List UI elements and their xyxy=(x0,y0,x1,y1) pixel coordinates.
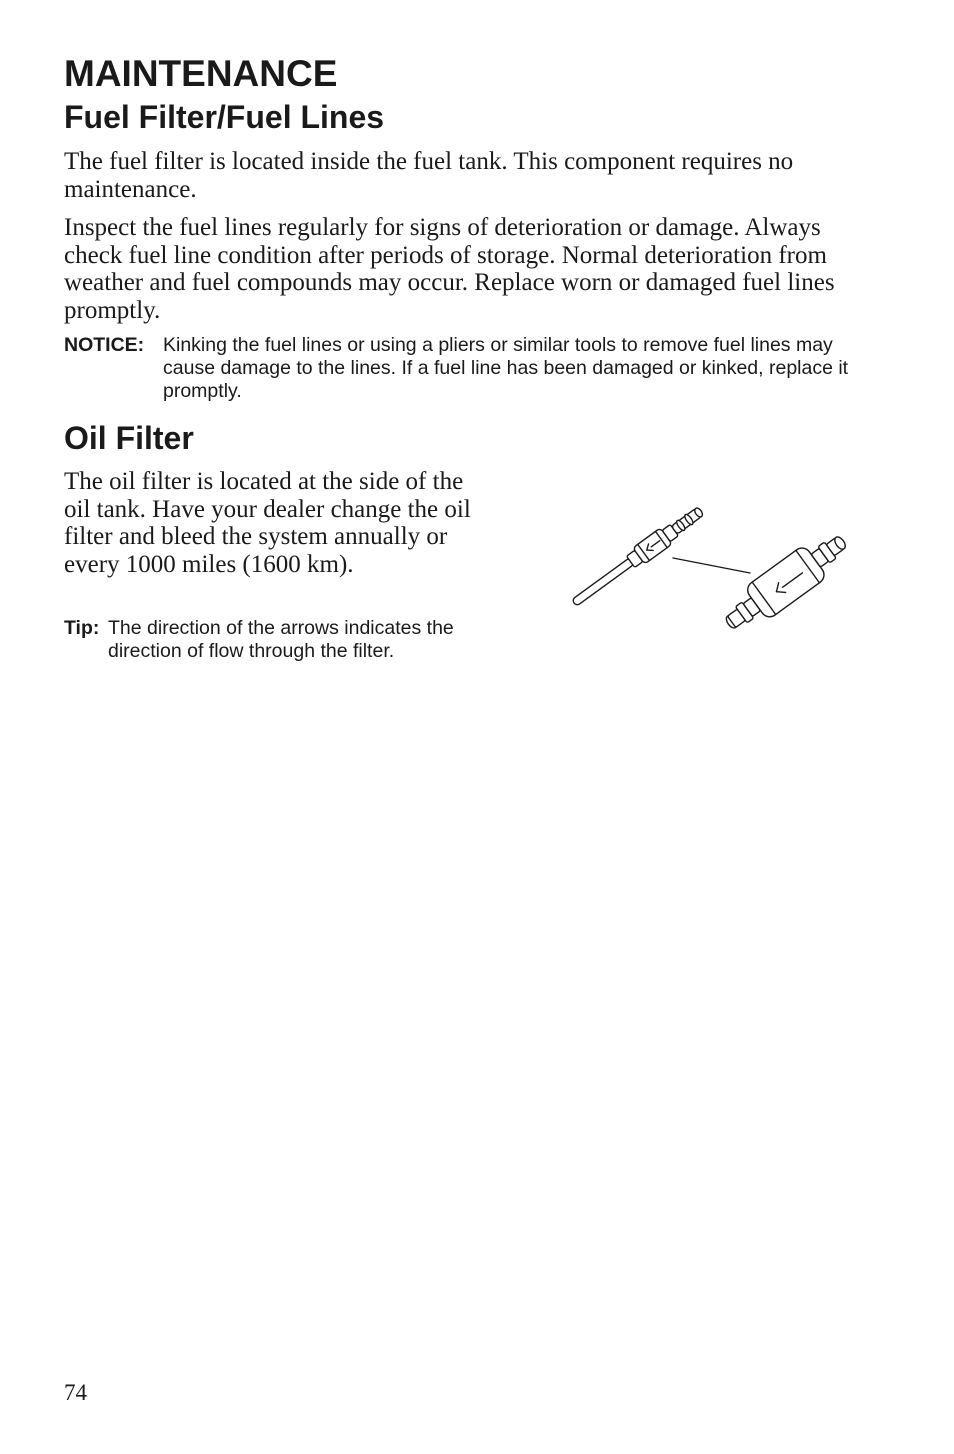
notice-text: Kinking the fuel lines or using a pliers or similar tools to remove fuel lines may cause damage to the lines. If a fuel line has been damaged or kinked, replace it promptly. xyxy=(163,334,849,402)
oil-filter-heading: Oil Filter xyxy=(64,420,194,456)
oil-filter-diagram-icon xyxy=(560,495,850,640)
fuel-lines-paragraph: Inspect the fuel lines regularly for signs of deterioration or damage. Always check fuel line condition after periods of storage. Normal deterioration from weather and fuel compounds may occur. Replace worn or damaged fuel lines promptly. xyxy=(64,214,835,324)
leader-line xyxy=(673,558,750,573)
oil-filter-illustration xyxy=(560,495,850,640)
page-number: 74 xyxy=(64,1380,87,1405)
tip-label: Tip: xyxy=(64,617,100,639)
oil-filter-paragraph: The oil filter is located at the side of the oil tank. Have your dealer change the oil filter and bleed the system annually or every 1000 miles (1600 km). xyxy=(64,468,471,578)
page-header: MAINTENANCE xyxy=(64,53,338,94)
fuel-filter-paragraph: The fuel filter is located inside the fuel tank. This component requires no maintenance. xyxy=(64,148,794,203)
tip-text: The direction of the arrows indicates the direction of flow through the filter. xyxy=(108,617,454,662)
notice-label: NOTICE: xyxy=(64,334,145,356)
tip-block xyxy=(64,617,494,663)
notice-block xyxy=(64,334,864,403)
oil-line-tube xyxy=(572,557,635,606)
fuel-filter-heading: Fuel Filter/Fuel Lines xyxy=(64,99,385,135)
